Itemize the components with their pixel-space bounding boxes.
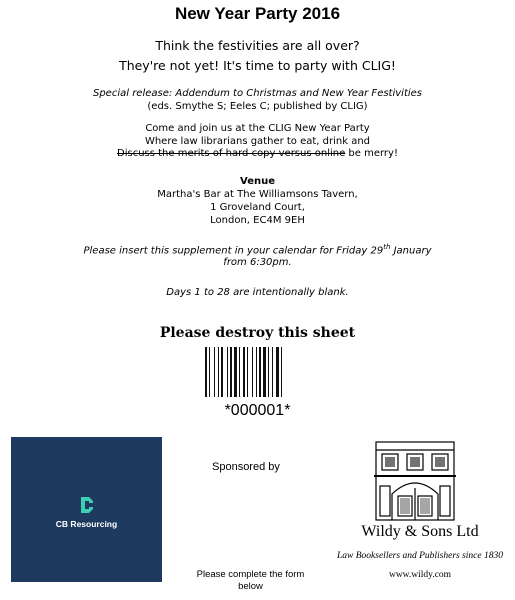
wildy-name: Wildy & Sons Ltd: [361, 523, 479, 540]
wildy-url: www.wildy.com: [388, 570, 452, 580]
invite-line-3: [0, 148, 515, 159]
calendar-month: January: [390, 245, 432, 257]
cb-logo-icon: [77, 495, 97, 515]
cb-resourcing-name: CB Resourcing: [55, 519, 118, 529]
calendar-text: Please insert this supplement in your calendar for Friday 29: [83, 245, 384, 257]
page-title: New Year Party 2016: [174, 4, 341, 23]
venue-line-3: London, EC4M 9EH: [210, 215, 305, 226]
intro-line-1: Think the festivities are all over?: [155, 38, 360, 53]
destroy-heading: Please destroy this sheet: [159, 325, 356, 341]
sponsored-by-label: Sponsored by: [212, 461, 280, 473]
venue-line-2: 1 Groveland Court,: [210, 202, 305, 213]
blank-note: Days 1 to 28 are intentionally blank.: [166, 287, 349, 298]
invite-line-3-rest: be merry!: [345, 148, 398, 159]
calendar-ordinal: th: [383, 243, 391, 251]
calendar-line-2: from 6:30pm.: [223, 257, 292, 268]
release-line-1: Special release: Addendum to Christmas and New Year Festivities: [92, 88, 423, 99]
invite-line-1: Come and join us at the CLIG New Year Party: [145, 123, 370, 134]
cb-resourcing-logo-panel: [11, 437, 162, 582]
invite-line-2: Where law librarians gather to eat, drink and: [144, 136, 371, 147]
release-line-2: (eds. Smythe S; Eeles C; published by CLIG): [147, 101, 368, 112]
venue-line-1: Martha's Bar at The Williamsons Tavern,: [157, 189, 358, 200]
venue-heading: Venue: [240, 176, 275, 187]
barcode-number: *000001*: [224, 402, 291, 419]
calendar-line-1: [0, 243, 515, 256]
barcode: [205, 347, 309, 397]
strikethrough-text: Discuss the merits of hard copy versus online: [117, 148, 346, 159]
intro-line-2: They're not yet! It's time to party with CLIG!: [119, 58, 396, 73]
complete-form-note: Please complete the form below: [196, 569, 305, 592]
wildy-tagline: Law Booksellers and Publishers since 1830: [337, 551, 503, 561]
wildy-shopfront-icon: [370, 438, 460, 522]
